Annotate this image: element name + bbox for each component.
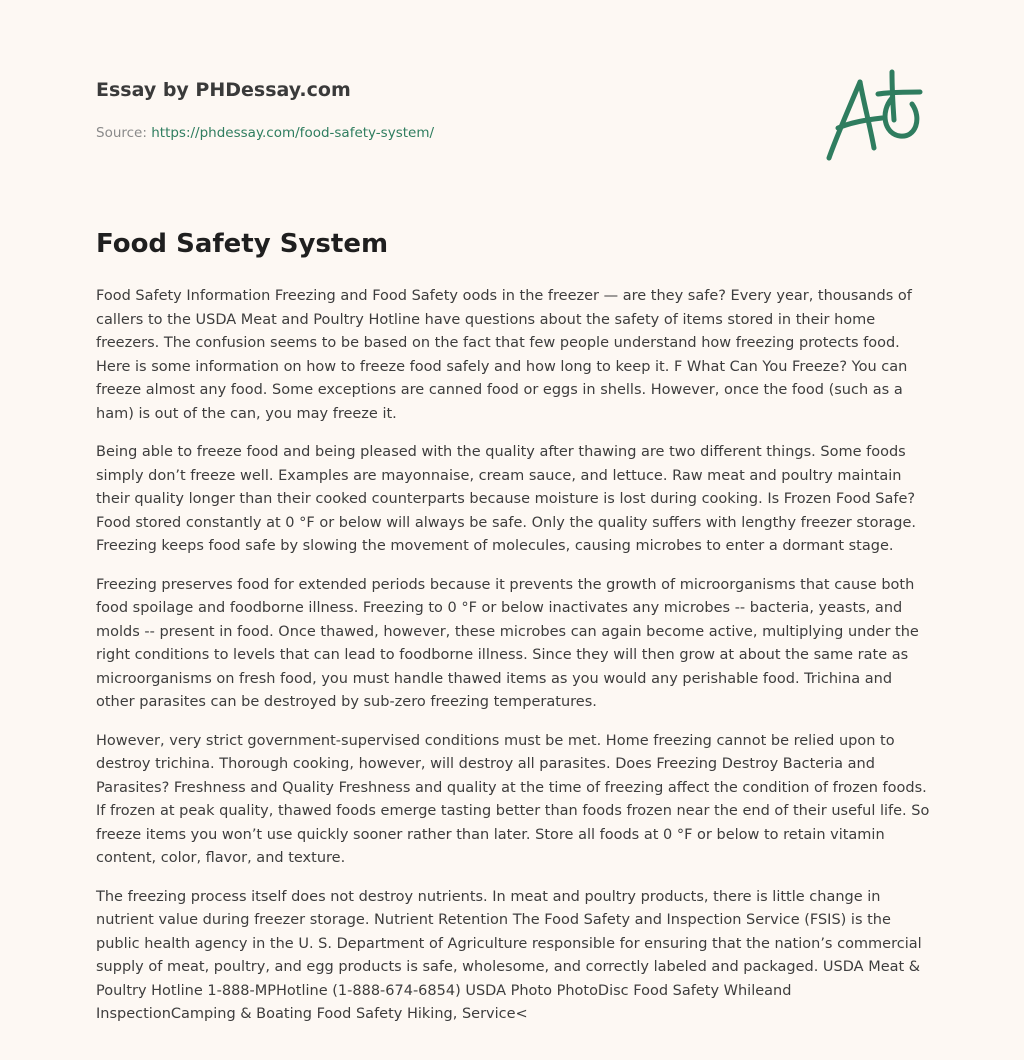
essay-paragraph: Being able to freeze food and being pleased with the quality after thawing are two different things. Some foods simply don’t freeze well. Examples are mayonnaise, cream sauce, and lettuce. Raw meat and poultry maintain their quality longer than their cooked counterparts because moisture is lost during cooking. Is Frozen Food Safe? Food stored constantly at 0 °F or below will always be safe. Only the quality suffers with lengthy freezer storage. Freezing keeps food safe by slowing the movement of molecules, causing microbes to enter a dormant stage. (96, 444, 917, 554)
essay-paragraph: The freezing process itself does not destroy nutrients. In meat and poultry products, there is little change in nutrient value during freezer storage. Nutrient Retention The Food Safety and Inspection Service (FSIS) is the public health agency in the U. S. Department of Agriculture responsible for ensuring that the nation’s commercial supply of meat, poultry, and egg products is safe, wholesome, and correctly labeled and packaged. USDA Meat & Poultry Hotline 1-888-MPHotline (1-888-674-6854) USDA Photo PhotoDisc Food Safety Whileand InspectionCamping & Boating Food Safety Hiking, Service< (96, 888, 922, 1022)
source-label: Source: (96, 125, 147, 141)
site-brand: Essay by PHDessay.com (96, 79, 351, 101)
a-plus-grade-icon (822, 68, 928, 162)
page-header (96, 78, 796, 142)
essay-paragraph: Freezing preserves food for extended periods because it prevents the growth of microorganisms that cause both food spoilage and foodborne illness. Freezing to 0 °F or below inactivates any microbes -- bacteria, yeasts, and molds -- present in food. Once thawed, however, these microbes can again become active, multiplying under the right conditions to levels that can lead to foodborne illness. Since they will then grow at about the same rate as microorganisms on fresh food, you must handle thawed items as you would any perishable food. Trichina and other parasites can be destroyed by sub-zero freezing temperatures. (96, 576, 919, 710)
source-link[interactable]: https://phdessay.com/food-safety-system/ (151, 125, 435, 141)
essay-paragraph: However, very strict government-supervised conditions must be met. Home freezing cannot be relied upon to destroy trichina. Thorough cooking, however, will destroy all parasites. Does Freezing Destroy Bacteria and Parasites? Freshness and Quality Freshness and quality at the time of freezing affect the condition of frozen foods. If frozen at peak quality, thawed foods emerge tasting better than foods frozen near the end of their useful life. So freeze items you won’t use quickly sooner rather than later. Store all foods at 0 °F or below to retain vitamin content, color, flavor, and texture. (96, 732, 930, 866)
essay-paragraph: Food Safety Information Freezing and Food Safety oods in the freezer — are they safe? Every year, thousands of callers to the USDA Meat and Poultry Hotline have questions about the safety of items stored in their home freezers. The confusion seems to be based on the fact that few people understand how freezing protects food. Here is some information on how to freeze food safely and how long to keep it. F What Can You Freeze? You can freeze almost any food. Some exceptions are canned food or eggs in shells. However, once the food (such as a ham) is out of the can, you may freeze it. (96, 288, 912, 422)
essay-title: Food Safety System (96, 229, 389, 259)
source-line (96, 124, 796, 142)
essay-body (96, 285, 932, 1042)
